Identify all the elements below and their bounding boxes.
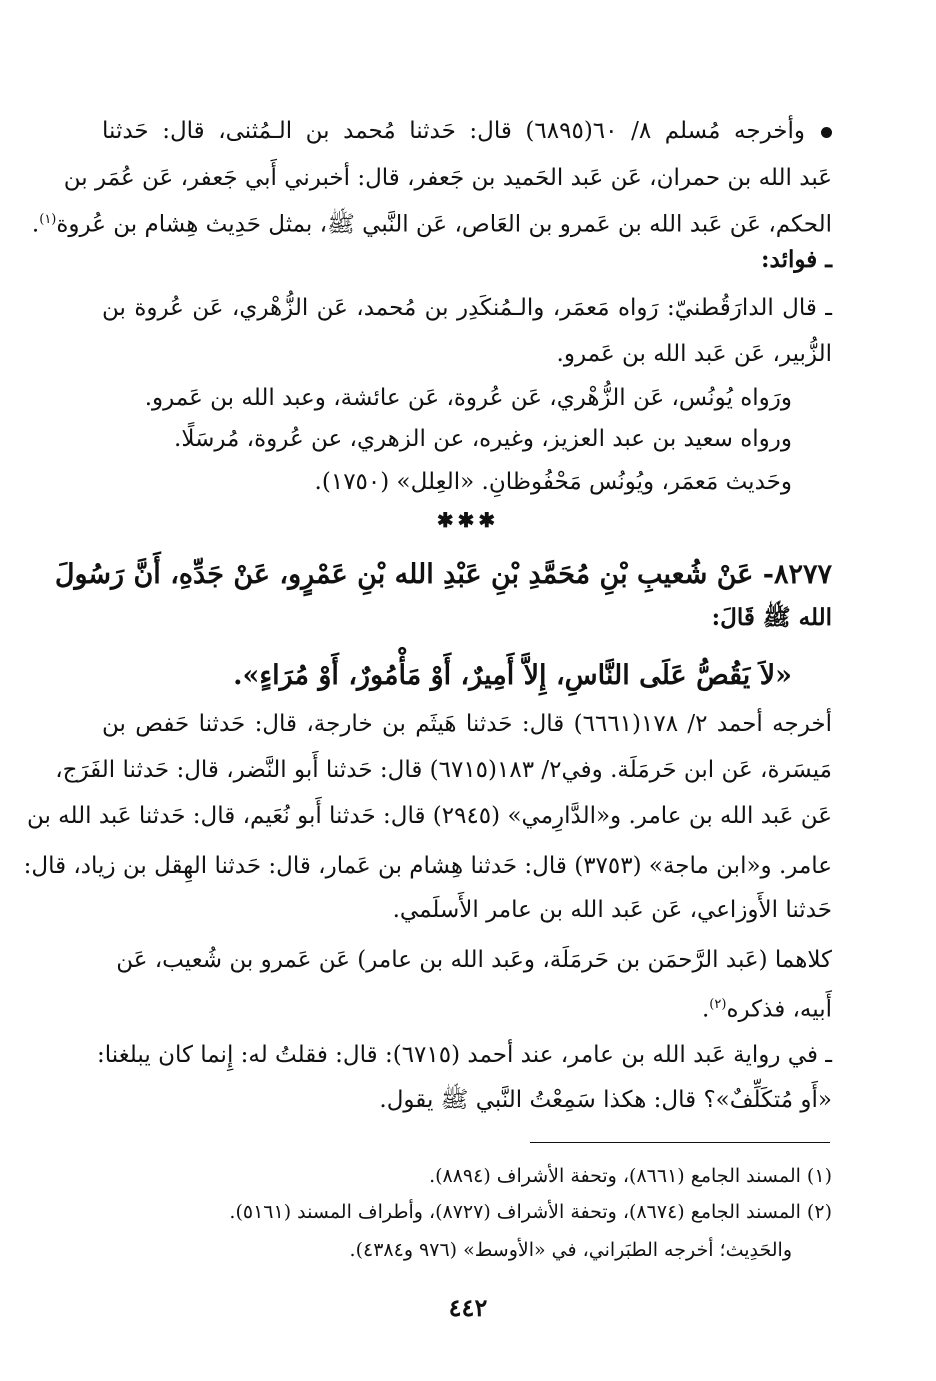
text-line: الزُّبير، عَن عَبد الله بن عَمرو. (556, 341, 832, 367)
text-line: حَدثنا الأَوزاعي، عَن عَبد الله بن عامر الأَسلَمي. (392, 897, 832, 923)
section-separator: ✱✱✱ (436, 508, 500, 532)
text-line: عامر. و«ابن ماجة» (٣٧٥٣) قال: حَدثنا هِشام بن عَمار، قال: حَدثنا الهِقل بن زياد، قال: (23, 853, 832, 879)
text-line: ـ في رواية عَبد الله بن عامر، عند أحمد (٦٧١٥): قال: فقلتُ له: إِنما كان يبلغنا: (97, 1042, 832, 1068)
text-line: ـ قال الدارَقُطنيّ: رَواه مَعمَر، والـمُنكَدِر بن مُحمد، عَن الزُّهْري، عَن عُروة بن (102, 295, 832, 321)
text-line: عَبد الله بن حمران، عَن عَبد الحَميد بن جَعفر، قال: أخبرني أَبي جَعفر، عَن عُمَر بن (63, 165, 832, 191)
footnote: (١) المسند الجامع (٨٦٦١)، وتحفة الأشراف (٨٨٩٤). (429, 1165, 832, 1187)
hadith-heading: ٨٢٧٧- عَنْ شُعيبِ بْنِ مُحَمَّدِ بْنِ عَبْدِ الله بْنِ عَمْرٍو، عَنْ جَدِّهِ، أَنَّ رَسُولَ (54, 559, 832, 590)
footnote-ref: (١) (39, 212, 57, 227)
text-line: ورواه سعيد بن عبد العزيز، وغيره، عن الزهري، عن عُروة، مُرسَلًا. (174, 426, 792, 452)
text-line: «أَو مُتكَلِّفٌ»؟ قال: هكذا سَمِعْتُ النَّبي ﷺ يقول. (379, 1087, 832, 1113)
hadith-heading: الله ﷺ قَالَ: (711, 604, 832, 631)
text-line: عَن عَبد الله بن عامر. و«الدَّارِمي» (٢٩٤٥) قال: حَدثنا أَبو نُعَيم، قال: حَدثنا عَبد الله بن (26, 803, 832, 829)
text-line: كلاهما (عَبد الرَّحمَن بن حَرمَلَة، وعَبد الله بن عامر) عَن عَمرو بن شُعيب، عَن (116, 947, 832, 973)
text-line: ورَواه يُونُس، عَن الزُّهْري، عَن عُروة، عَن عائشة، وعبد الله بن عَمرو. (144, 385, 792, 411)
text-line: وأخرجه مُسلم ٨/ ٦٠(٦٨٩٥) قال: حَدثنا مُحمد بن الـمُثنى، قال: حَدثنا (102, 111, 832, 151)
text-line: مَيسَرة، عَن ابن حَرمَلَة. وفي٢/ ١٨٣(٦٧١٥) قال: حَدثنا أَبو النَّضر، قال: حَدثنا الفَرَج، (55, 757, 832, 783)
page-number: ٤٤٢ (448, 1293, 488, 1322)
footnote-ref: (٢) (709, 997, 727, 1012)
text-line: أَبيه، فذكره$^{(٢)}$. (701, 996, 832, 1023)
footnote-divider (530, 1142, 830, 1143)
text-line: الحكم، عَن عَبد الله بن عَمرو بن العَاص، عَن النَّبي ﷺ، بمثل حَدِيث هِشام بن عُروة$^{(١)}$. (31, 211, 832, 238)
bullet-icon (821, 127, 832, 138)
text-line: أخرجه أحمد ٢/ ١٧٨(٦٦٦١) قال: حَدثنا هَيثَم بن خارجة، قال: حَدثنا حَفص بن (102, 711, 832, 737)
text-line: وحَديث مَعمَر، ويُونُس مَحْفُوظانِ. «العِلل» (١٧٥٠). (314, 469, 792, 495)
hadith-text: «لاَ يَقُصُّ عَلَى النَّاسِ، إِلاَّ أَمِيرٌ، أَوْ مَأْمُورٌ، أَوْ مُرَاءٍ». (233, 660, 792, 691)
footnote: والحَدِيث؛ أخرجه الطبَراني، في «الأوسط» (٩٧٦ و٤٣٨٤). (349, 1239, 792, 1261)
section-heading: ـ فوائد: (761, 246, 832, 273)
footnote: (٢) المسند الجامع (٨٦٧٤)، وتحفة الأشراف (٨٧٢٧)، وأطراف المسند (٥١٦١). (229, 1201, 832, 1223)
